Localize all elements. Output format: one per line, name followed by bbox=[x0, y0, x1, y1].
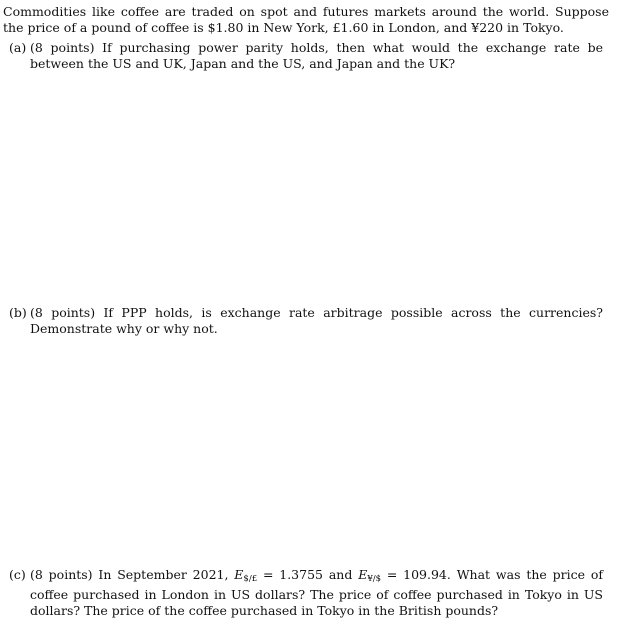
question-c-questions: What was the price of coffee purchased in London in US dollars? The price of coffee purchased in Tokyo in US dollars? The price of the coffee purchased in Tokyo in the British pounds? bbox=[30, 567, 603, 618]
question-c-label: (c) bbox=[9, 567, 26, 582]
exchange-rate-usd-gbp-subscript: $/£ bbox=[243, 574, 258, 584]
exchange-rate-usd-gbp-value: = 1.3755 and bbox=[257, 567, 359, 582]
exchange-rate-jpy-usd-symbol: E bbox=[358, 567, 368, 582]
problem-intro: Commodities like coffee are traded on spot and futures markets around the world. Suppose the price of a pound of coffee is $1.80 in New York, £1.60 in London, and ¥220 in Tokyo. bbox=[3, 4, 609, 35]
question-a-text: (8 points) If purchasing power parity holds, then what would the exchange rate be between the US and UK, Japan and the US, and Japan and the UK? bbox=[30, 40, 603, 71]
question-c-intro: (8 points) In September 2021, bbox=[30, 567, 235, 582]
exchange-rate-jpy-usd-value: = 109.94. bbox=[381, 567, 457, 582]
question-b bbox=[9, 305, 603, 337]
question-a-label: (a) bbox=[9, 40, 27, 55]
question-c-text bbox=[30, 567, 603, 619]
question-c bbox=[9, 567, 603, 619]
exchange-rate-jpy-usd-subscript: ¥/$ bbox=[367, 574, 381, 584]
question-b-label: (b) bbox=[9, 305, 27, 320]
exchange-rate-usd-gbp-symbol: E bbox=[234, 567, 244, 582]
question-a bbox=[9, 40, 603, 72]
question-b-text: (8 points) If PPP holds, is exchange rate arbitrage possible across the currencies? Demonstrate why or why not. bbox=[30, 305, 603, 336]
